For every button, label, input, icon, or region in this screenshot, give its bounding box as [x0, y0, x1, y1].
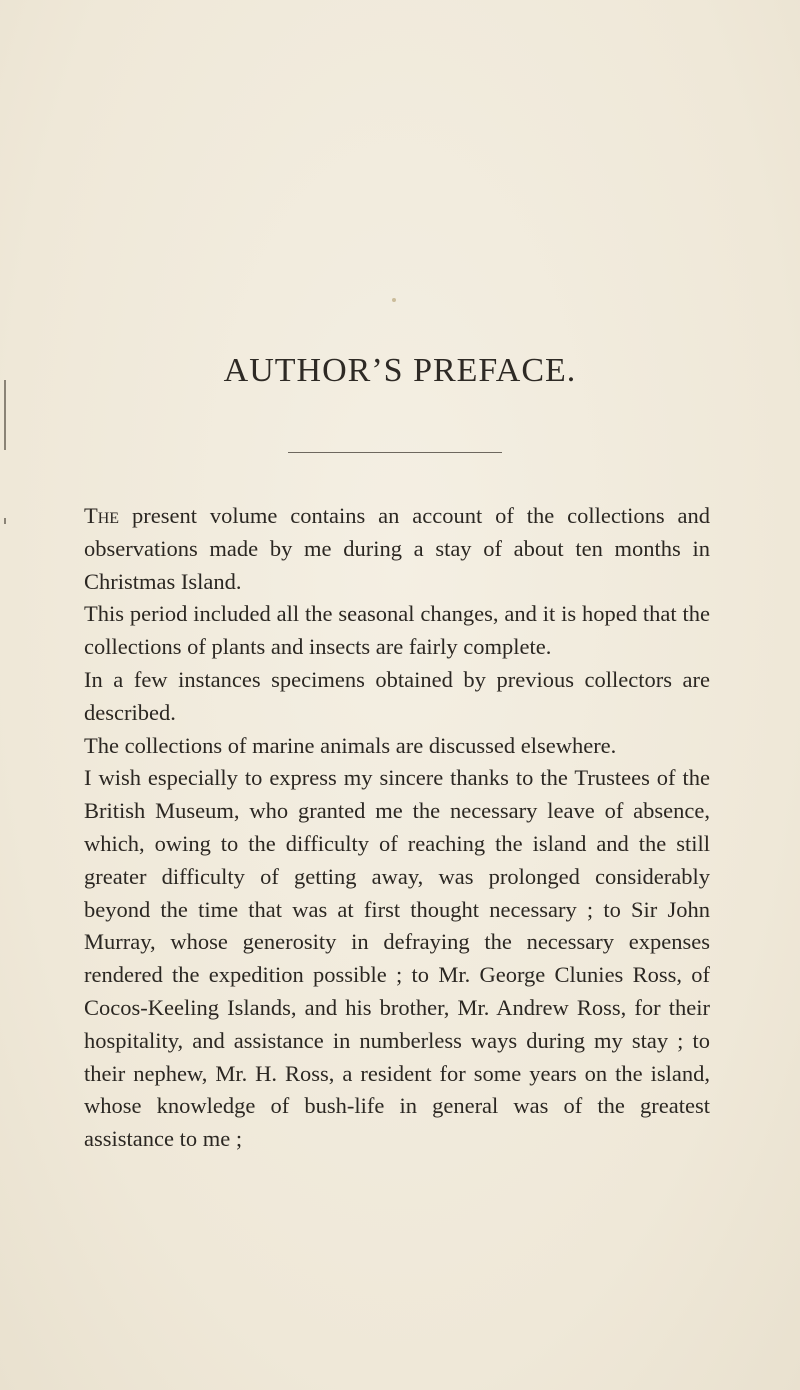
paragraph [84, 730, 710, 763]
preface-body [84, 500, 710, 1156]
page-edge-mark [4, 518, 6, 524]
title-divider [288, 452, 502, 453]
paragraph [84, 598, 710, 664]
page-edge-mark [4, 380, 6, 450]
paragraph [84, 500, 710, 598]
paper-speck [392, 298, 396, 302]
paragraph-text: This period included all the seasonal changes, and it is hoped that the collections of plants and insects are fairly complete. [84, 601, 710, 660]
paragraph-text: I wish especially to express my sincere thanks to the Trustees of the British Museum, who granted me the necessary leave of absence, which, owing to the difficulty of reaching the island and the still greater difficulty of getting away, was prolonged considerably beyond the time that was at first thought necessary ; to Sir John Murray, whose generosity in defraying the necessary expenses rendered the expedition possible ; to Mr. George Clunies Ross, of Cocos-Keeling Islands, and his brother, Mr. Andrew Ross, for their hospitality, and assistance in numberless ways during my stay ; to their nephew, Mr. H. Ross, a resident for some years on the island, whose knowledge of bush-life in general was of the greatest assistance to me ; [84, 765, 710, 1152]
paragraph-text: present volume contains an account of the collections and observations made by me during a stay of about ten months in Christmas Island. [84, 503, 710, 594]
paragraph-lead-word: The [84, 503, 120, 528]
paragraph [84, 664, 710, 730]
paragraph [84, 762, 710, 1156]
page-title: AUTHOR’S PREFACE. [223, 352, 577, 389]
paragraph-text: The collections of marine animals are discussed elsewhere. [84, 732, 617, 758]
paragraph-text: In a few instances specimens obtained by previous collectors are described. [84, 666, 710, 725]
